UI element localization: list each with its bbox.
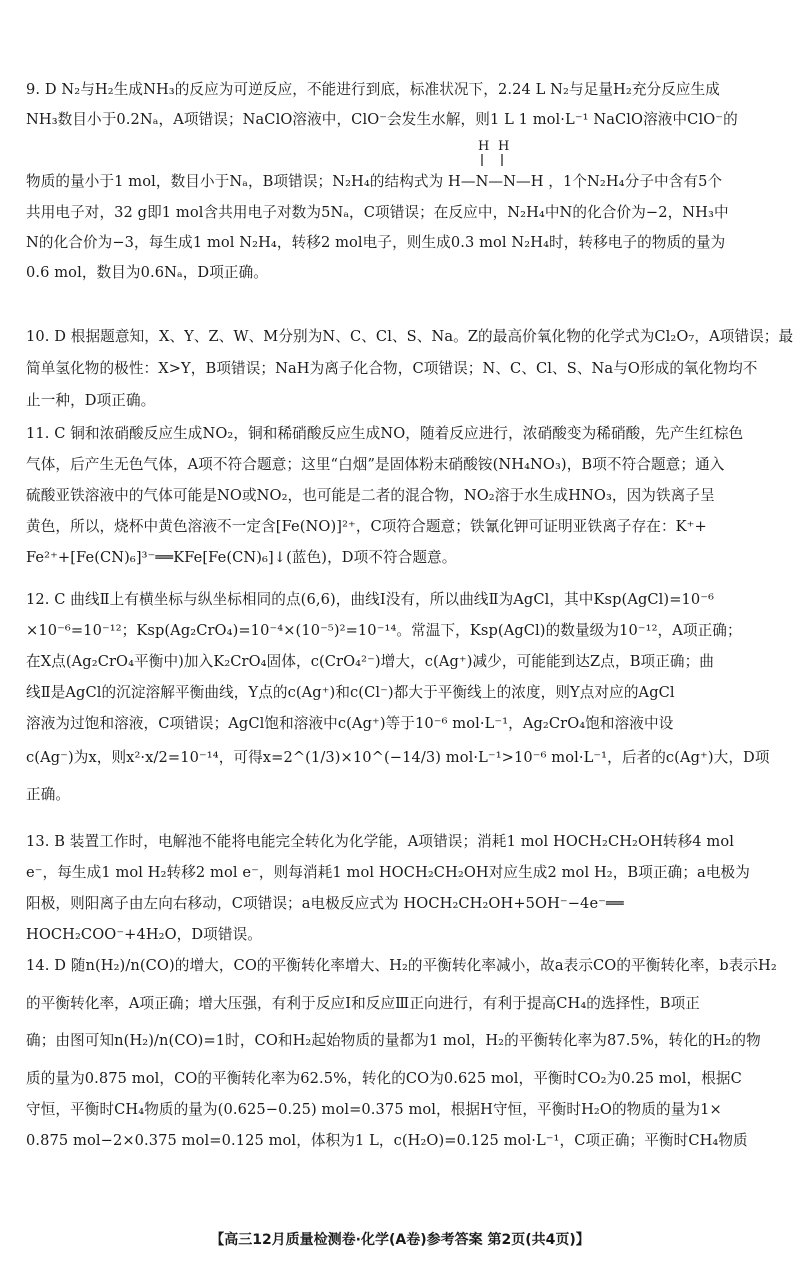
q9-line-3: 物质的量小于1 mol，数目小于Nₐ，B项错误；N₂H₄的结构式为 H—N—N—H ，1个N₂H₄分子中含有5个 [26, 173, 723, 190]
q13-line-3: 阳极，则阳离子由左向右移动，C项错误；a电极反应式为 HOCH₂CH₂OH+5OH⁻−4e⁻══ [26, 895, 624, 912]
q14-line-5: 守恒，平衡时CH₄物质的量为(0.625−0.25) mol=0.375 mol，根据H守恒，平衡时H₂O的物质的量为1× [26, 1101, 722, 1118]
q14-line-6: 0.875 mol−2×0.375 mol=0.125 mol，体积为1 L，c(H₂O)=0.125 mol·L⁻¹，C项正确；平衡时CH₄物质 [26, 1132, 748, 1149]
q14-line-2: 的平衡转化率，A项正确；增大压强，有利于反应Ⅰ和反应Ⅲ正向进行，有利于提高CH₄的选择性，B项正 [26, 995, 700, 1012]
q11-line-1: 11. C 铜和浓硝酸反应生成NO₂，铜和稀硝酸反应生成NO，随着反应进行，浓硝酸变为稀硝酸，先产生红棕色 [26, 425, 744, 442]
page-footer: 【高三12月质量检测卷·化学(A卷)参考答案 第2页(共4页)】 [210, 1232, 590, 1248]
q12-line-6: c(Ag⁻)为x，则x²·x/2=10⁻¹⁴，可得x=2^(1/3)×10^(−14/3) mol·L⁻¹>10⁻⁶ mol·L⁻¹，后者的c(Ag⁺)大，D项 [26, 749, 770, 766]
q12-line-7: 正确。 [26, 786, 71, 803]
q9-line-4: 共用电子对，32 g即1 mol含共用电子对数为5Nₐ，C项错误；在反应中，N₂H₄中N的化合价为−2，NH₃中 [26, 204, 729, 221]
q13-line-1: 13. B 装置工作时，电解池不能将电能完全转化为化学能，A项错误；消耗1 mol HOCH₂CH₂OH转移4 mol [26, 833, 734, 850]
q10-line-3: 止一种，D项正确。 [26, 392, 156, 409]
q10-line-2: 简单氢化物的极性：X>Y，B项错误；NaH为离子化合物，C项错误；N、C、Cl、S、Na与O形成的氧化物均不 [26, 360, 758, 377]
q12-line-3: 在X点(Ag₂CrO₄平衡中)加入K₂CrO₄固体，c(CrO₄²⁻)增大，c(Ag⁺)减少，可能能到达Z点，B项正确；曲 [26, 653, 714, 670]
q14-line-3: 确；由图可知n(H₂)/n(CO)=1时，CO和H₂起始物质的量都为1 mol，H₂的平衡转化率为87.5%，转化的H₂的物 [26, 1032, 761, 1049]
q9-line-1: 9. D N₂与H₂生成NH₃的反应为可逆反应，不能进行到底，标准状况下，2.24 L N₂与足量H₂充分反应生成 [26, 81, 720, 98]
q11-line-3: 硫酸亚铁溶液中的气体可能是NO或NO₂，也可能是二者的混合物，NO₂溶于水生成HNO₃，因为铁离子呈 [26, 487, 715, 504]
struct-h-right: H [498, 139, 510, 154]
q12-line-5: 溶液为过饱和溶液，C项错误；AgCl饱和溶液中c(Ag⁺)等于10⁻⁶ mol·L⁻¹，Ag₂CrO₄饱和溶液中设 [26, 715, 674, 732]
q12-line-4: 线Ⅱ是AgCl的沉淀溶解平衡曲线，Y点的c(Ag⁺)和c(Cl⁻)都大于平衡线上的浓度，则Y点对应的AgCl [26, 684, 675, 701]
q11-line-4: 黄色，所以，烧杯中黄色溶液不一定含[Fe(NO)]²⁺，C项符合题意；铁氰化钾可证明亚铁离子存在：K⁺+ [26, 518, 707, 535]
q13-line-4: HOCH₂COO⁻+4H₂O，D项错误。 [26, 926, 262, 943]
q9-line-5: N的化合价为−3，每生成1 mol N₂H₄，转移2 mol电子，则生成0.3 mol N₂H₄时，转移电子的物质的量为 [26, 234, 726, 251]
struct-h-left: H [478, 139, 490, 154]
q14-line-4: 质的量为0.875 mol，CO的平衡转化率为62.5%，转化的CO为0.625 mol，平衡时CO₂为0.25 mol，根据C [26, 1070, 742, 1087]
q13-line-2: e⁻，每生成1 mol H₂转移2 mol e⁻，则每消耗1 mol HOCH₂CH₂OH对应生成2 mol H₂，B项正确；a电极为 [26, 864, 750, 881]
q14-line-1: 14. D 随n(H₂)/n(CO)的增大，CO的平衡转化率增大、H₂的平衡转化率减小，故a表示CO的平衡转化率，b表示H₂ [26, 957, 777, 974]
q9-line-6: 0.6 mol，数目为0.6Nₐ，D项正确。 [26, 264, 268, 281]
q11-line-5: Fe²⁺+[Fe(CN)₆]³⁻══KFe[Fe(CN)₆]↓(蓝色)，D项不符合题意。 [26, 549, 457, 566]
q10-line-1: 10. D 根据题意知，X、Y、Z、W、M分别为N、C、Cl、S、Na。Z的最高价氧化物的化学式为Cl₂O₇，A项错误；最 [26, 328, 794, 345]
q12-line-1: 12. C 曲线Ⅱ上有横坐标与纵坐标相同的点(6,6)，曲线Ⅰ没有，所以曲线Ⅱ为AgCl，其中Ksp(AgCl)=10⁻⁶ [26, 591, 715, 608]
q9-line-2: NH₃数目小于0.2Nₐ，A项错误；NaClO溶液中，ClO⁻会发生水解，则1 L 1 mol·L⁻¹ NaClO溶液中ClO⁻的 [26, 111, 738, 128]
q11-line-2: 气体，后产生无色气体，A项不符合题意；这里“白烟”是固体粉末硝酸铵(NH₄NO₃)，B项不符合题意；通入 [26, 456, 725, 473]
q12-line-2: ×10⁻⁶=10⁻¹²；Ksp(Ag₂CrO₄)=10⁻⁴×(10⁻⁵)²=10⁻¹⁴。常温下，Ksp(AgCl)的数量级为10⁻¹²，A项正确； [26, 622, 742, 639]
n2h4-structure-top [470, 136, 600, 186]
